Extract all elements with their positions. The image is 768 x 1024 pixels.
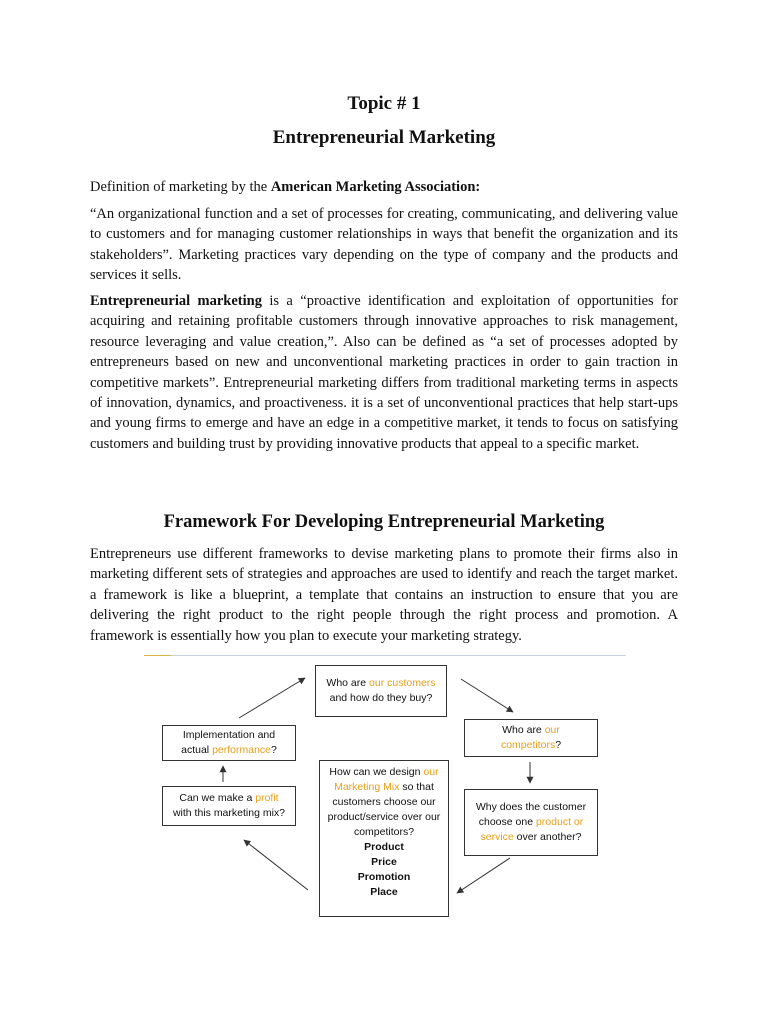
- arrow-choice-to-mix: [457, 858, 510, 893]
- diagram-box-customers: [315, 665, 447, 717]
- mix-item-place: Place: [370, 886, 398, 898]
- diagram-box-implementation: [162, 725, 296, 761]
- definition-source: American Marketing Association:: [270, 179, 481, 195]
- profit-highlight: profit: [255, 792, 279, 804]
- implementation-text-a: Implementation and: [182, 729, 276, 741]
- diagram-box-customer-choice: [464, 789, 598, 856]
- definition-intro: [90, 177, 678, 197]
- choose-text-b: over another?: [513, 831, 582, 843]
- framework-paragraph: Entrepreneurs use different frameworks to devise marketing plans to promote their firms also in marketing different sets of strategies and approaches are used to identify and reach the target market. a framework is like a blueprint, a template that contains an instruction to ensure that you are delivering the right product to the right people through the right process and promotion. A framework is essentially how you plan to execute your marketing strategy.: [90, 546, 678, 644]
- mix-item-promotion: Promotion: [357, 871, 411, 883]
- mix-text-a: How can we design: [329, 766, 424, 778]
- customers-text-b: and how do they buy?: [329, 692, 433, 704]
- framework-heading: Framework For Developing Entrepreneurial Marketing: [163, 512, 605, 532]
- mix-item-product: Product: [364, 841, 404, 853]
- competitors-highlight-our: our: [544, 724, 560, 736]
- divider-line: [171, 655, 626, 656]
- diagram-box-marketing-mix: [319, 760, 449, 917]
- implementation-text-c: ?: [271, 744, 277, 756]
- arrow-implementation-to-customers: [239, 678, 305, 718]
- diagram-box-profit: [162, 786, 296, 826]
- arrow-mix-to-profit: [244, 840, 308, 890]
- topic-heading: Topic # 1: [347, 93, 421, 114]
- competitors-text-b: ?: [555, 739, 562, 751]
- arrow-customers-to-competitors: [461, 679, 513, 712]
- choose-highlight-service: service: [480, 831, 514, 843]
- entrepreneurial-marketing-paragraph: [90, 291, 678, 454]
- mix-highlight-our: our: [423, 766, 439, 778]
- definition-lead: Definition of marketing by the: [90, 179, 271, 195]
- mix-item-price: Price: [371, 856, 397, 868]
- profit-text-a: Can we make a: [179, 792, 256, 804]
- definition-quote: “An organizational function and a set of processes for creating, communicating, and delivering value to customers and for managing customer relationships in ways that benefit the organization and its stakeholders”. Marketing practices vary depending on the type of company and the products and services it sells.: [90, 206, 678, 284]
- mix-text-b: so that customers choose our product/service over our competitors?: [327, 781, 441, 838]
- profit-text-b: with this marketing mix?: [172, 807, 286, 819]
- divider-accent: [144, 655, 171, 656]
- mix-highlight: Marketing Mix: [334, 781, 400, 793]
- entrepreneurial-body: is a “proactive identification and exploitation of opportunities for acquiring and retaining profitable customers through innovative approaches to risk management, resource leveraging and value creation,”. Also can be defined as “a set of processes adopted by entrepreneurs based on new and unconventional marketing practices in order to gain traction in competitive markets”. Entrepreneurial marketing differs from traditional marketing terms in aspects of innovation, dynamics, and proactiveness. it is a set of unconventional practices that help start-ups and young firms to emerge and have an edge in a competitive market, it tends to focus on satisfying customers and building trust by providing innovative products that appeal to a specific market.: [90, 293, 678, 452]
- customers-highlight: our customers: [369, 677, 436, 689]
- diagram-box-competitors: [464, 719, 598, 757]
- implementation-text-b: actual: [181, 744, 213, 756]
- choose-text-a: Why does the customer choose one: [475, 801, 587, 828]
- entrepreneurial-term: Entrepreneurial marketing: [90, 293, 262, 309]
- implementation-highlight: performance: [212, 744, 272, 756]
- choose-highlight-product: product or: [535, 816, 584, 828]
- page-title: Entrepreneurial Marketing: [272, 127, 496, 148]
- competitors-text-a: Who are: [502, 724, 545, 736]
- competitors-highlight: competitors: [500, 739, 556, 751]
- customers-text-a: Who are: [326, 677, 370, 689]
